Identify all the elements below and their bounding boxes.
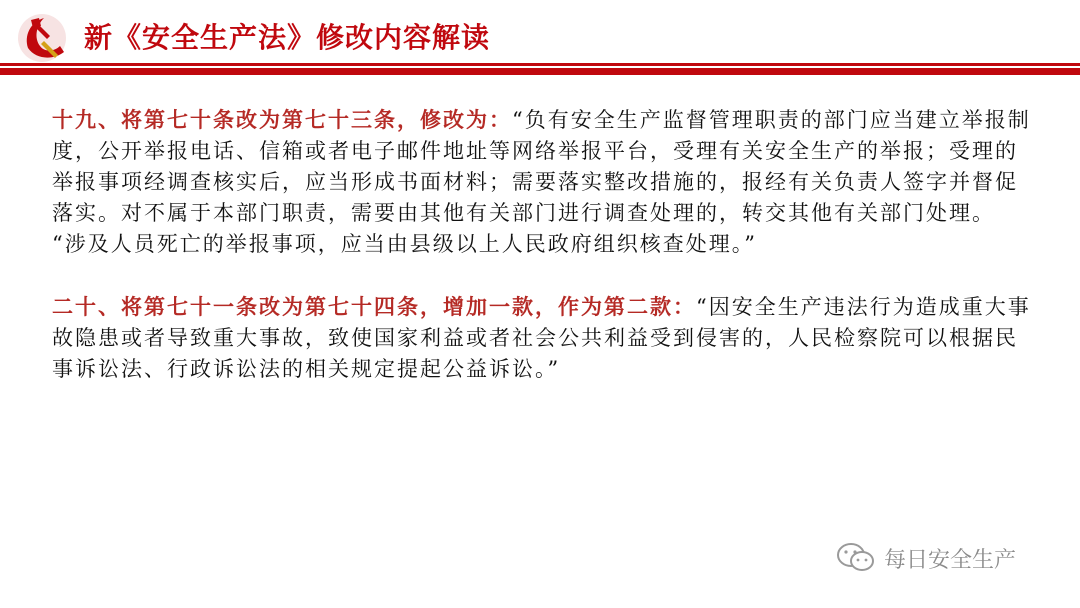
header-divider-thick [0,68,1080,75]
watermark [836,538,1016,578]
article-20-text: “因安全生产违法行为造成重大事故隐患或者导致重大事故，致使国家利益或者社会公共利益受到侵害的，人民检察院可以根据民事诉讼法、行政诉讼法的相关规定提起公益诉讼。” [52,295,1031,381]
article-19-text: “负有安全生产监督管理职责的部门应当建立举报制度，公开举报电话、信箱或者电子邮件地址等网络举报平台，受理有关安全生产的举报；受理的举报事项经调查核实后，应当形成书面材料；需要落实整改措施的，报经有关负责人签字并督促落实。对不属于本部门职责，需要由其他有关部门进行调查处理的，转交其他有关部门处理。 [52,108,1031,225]
slide-header [0,0,1080,78]
article-19-paragraph [52,104,1032,229]
article-20-paragraph [52,291,1032,385]
page-title: 新《安全生产法》修改内容解读 [84,21,491,54]
article-19-extra-text: “涉及人员死亡的举报事项，应当由县级以上人民政府组织核查处理。” [52,232,757,256]
article-19-extra-paragraph [52,229,1032,260]
watermark-text: 每日安全生产 [884,547,1017,573]
article-19-heading: 十九、将第七十条改为第七十三条，修改为： [52,107,512,132]
party-emblem-icon [14,8,70,64]
header-divider-thin [0,63,1080,66]
slide-body [52,104,1032,385]
wechat-icon [836,541,876,575]
article-20-heading: 二十、将第七十一条改为第七十四条，增加一款，作为第二款： [52,294,696,319]
